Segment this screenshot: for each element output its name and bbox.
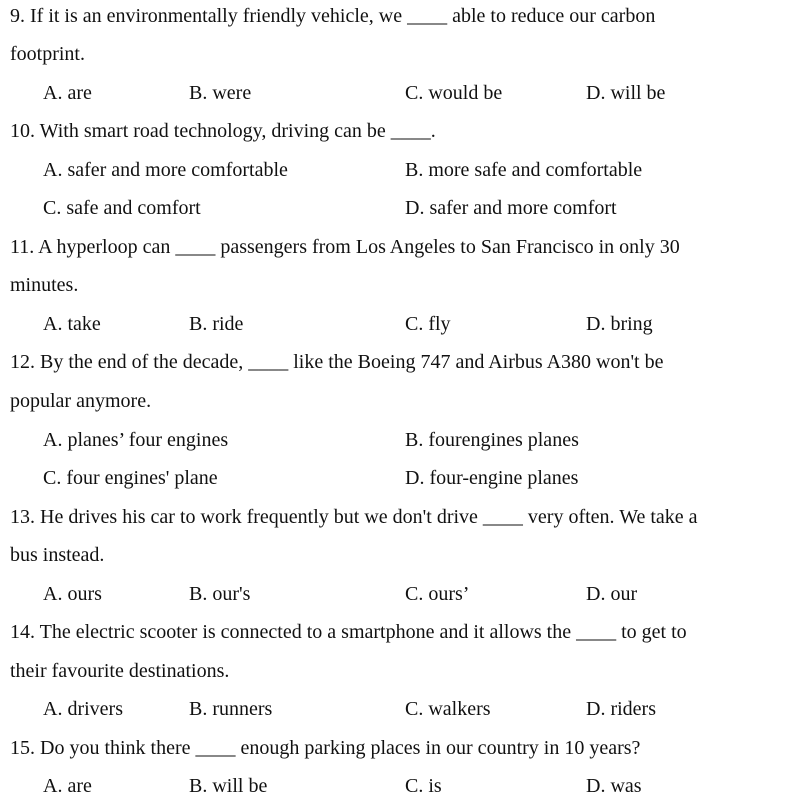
question-15-option-b: B. will be: [189, 775, 268, 797]
question-10-stem: 10. With smart road technology, driving can be ____.: [10, 120, 436, 142]
question-9-option-b: B. were: [189, 82, 252, 104]
question-11-options: [10, 305, 788, 343]
question-9-options: [10, 74, 788, 112]
question-9-option-d: D. will be: [586, 82, 666, 104]
question-10-options-row-2: [10, 189, 788, 227]
question-13-option-a: A. ours: [43, 583, 102, 605]
question-12-option-b: B. fourengines planes: [405, 429, 579, 451]
question-11-option-c: C. fly: [405, 313, 451, 335]
question-9-stem: 9. If it is an environmentally friendly vehicle, we ____ able to reduce our carbon: [10, 5, 656, 27]
question-13-option-b: B. our's: [189, 583, 251, 605]
question-12-option-a: A. planes’ four engines: [43, 429, 229, 451]
question-14-stem: 14. The electric scooter is connected to a smartphone and it allows the ____ to get to: [10, 621, 687, 643]
question-13-stem-continued: bus instead.: [10, 544, 105, 566]
question-11-stem: 11. A hyperloop can ____ passengers from Los Angeles to San Francisco in only 30: [10, 236, 680, 258]
question-9-option-a: A. are: [43, 82, 92, 104]
question-14-option-b: B. runners: [189, 698, 273, 720]
question-13-options: [10, 575, 788, 613]
question-14-stem-continued: their favourite destinations.: [10, 660, 230, 682]
question-12-stem-continued: popular anymore.: [10, 390, 152, 412]
question-12-options-row-1: [10, 421, 788, 459]
question-15-option-d: D. was: [586, 775, 642, 797]
question-10-options-row-1: [10, 151, 788, 189]
question-15-option-a: A. are: [43, 775, 92, 797]
question-11-option-d: D. bring: [586, 313, 653, 335]
question-9-option-c: C. would be: [405, 82, 503, 104]
question-13-stem: 13. He drives his car to work frequently but we don't drive ____ very often. We take a: [10, 506, 698, 528]
question-14-option-c: C. walkers: [405, 698, 491, 720]
question-13-option-c: C. ours’: [405, 583, 470, 605]
question-10-option-d: D. safer and more comfort: [405, 197, 617, 219]
question-15-options: [10, 767, 788, 805]
question-11-option-a: A. take: [43, 313, 101, 335]
question-10-option-c: C. safe and comfort: [43, 197, 201, 219]
question-12-option-d: D. four-engine planes: [405, 467, 579, 489]
question-9-stem-continued: footprint.: [10, 43, 85, 65]
question-14-options: [10, 690, 788, 728]
question-11-stem-continued: minutes.: [10, 274, 79, 296]
question-15-stem: 15. Do you think there ____ enough parking places in our country in 10 years?: [10, 737, 641, 759]
question-10-option-b: B. more safe and comfortable: [405, 159, 643, 181]
question-14-option-d: D. riders: [586, 698, 656, 720]
question-13-option-d: D. our: [586, 583, 638, 605]
question-12-stem: 12. By the end of the decade, ____ like the Boeing 747 and Airbus A380 won't be: [10, 351, 664, 373]
question-11-option-b: B. ride: [189, 313, 244, 335]
question-14-option-a: A. drivers: [43, 698, 123, 720]
question-15-option-c: C. is: [405, 775, 442, 797]
question-12-options-row-2: [10, 459, 788, 497]
question-12-option-c: C. four engines' plane: [43, 467, 218, 489]
question-10-option-a: A. safer and more comfortable: [43, 159, 288, 181]
